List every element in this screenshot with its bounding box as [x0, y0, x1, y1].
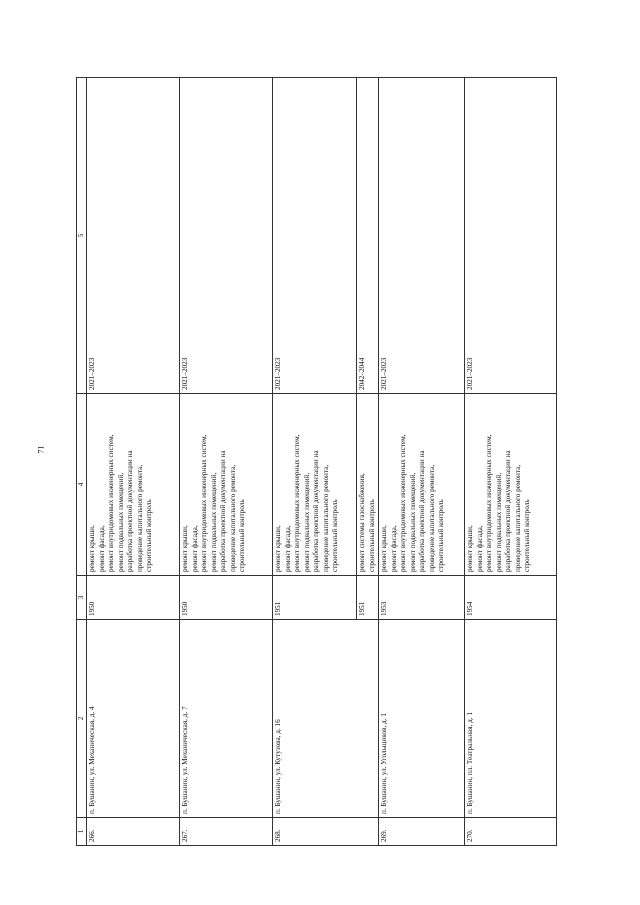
- work-item: ремонт подвальных помещений,: [408, 472, 417, 572]
- work-item: ремонт фасада,: [190, 525, 199, 572]
- work-item: ремонт системы газоснабжения,: [358, 473, 366, 572]
- row-number: 270.: [465, 818, 557, 846]
- work-item: ремонт внутридомовых инженерных систем,: [399, 434, 407, 572]
- row-number: 266.: [87, 818, 180, 846]
- repair-period: 2021–2023: [87, 78, 180, 394]
- column-number-5: 5: [77, 78, 87, 394]
- work-item: ремонт внутридомовых инженерных систем,: [293, 434, 301, 572]
- column-number-4: 4: [77, 394, 87, 576]
- work-item: ремонт подвальных помещений,: [209, 472, 218, 572]
- work-item: ремонт фасада,: [97, 525, 106, 572]
- work-item: ремонт крыши,: [88, 525, 96, 572]
- work-item: проведение капитального ремонта,: [228, 464, 237, 572]
- construction-year: 1950: [87, 576, 180, 620]
- work-item: ремонт внутридомовых инженерных систем,: [107, 434, 115, 572]
- work-item: строительный контроль: [523, 499, 531, 572]
- work-item: строительный контроль: [145, 499, 153, 572]
- work-item: проведение капитального ремонта,: [135, 464, 144, 572]
- works-list: [465, 394, 557, 576]
- works-list: [180, 394, 273, 576]
- works-list: [87, 394, 180, 576]
- work-item: ремонт внутридомовых инженерных систем,: [200, 434, 208, 572]
- work-item: проведение капитального ремонта,: [427, 464, 436, 572]
- construction-year: 1950: [180, 576, 273, 620]
- work-item: строительный контроль: [437, 499, 445, 572]
- work-item: проведение капитального ремонта,: [321, 464, 330, 572]
- address: п. Бушанин, ул. Механическая, д. 7: [180, 620, 273, 818]
- work-item: ремонт внутридомовых инженерных систем,: [485, 434, 493, 572]
- construction-year: 1954: [465, 576, 557, 620]
- construction-year: 1953: [379, 576, 465, 620]
- repair-period: 2021–2023: [180, 78, 273, 394]
- repair-period: 2021–2023: [379, 78, 465, 394]
- address: п. Бушанин, пл. Театральная, д. 1: [465, 620, 557, 818]
- repair-period: 2021–2023: [465, 78, 557, 394]
- work-item: ремонт фасада,: [283, 525, 292, 572]
- work-item: ремонт фасада,: [389, 525, 398, 572]
- work-item: ремонт крыши,: [466, 525, 474, 572]
- work-item: ремонт крыши,: [380, 525, 388, 572]
- repair-schedule-table: [76, 77, 557, 846]
- construction-year: 1951: [357, 576, 379, 620]
- address: п. Бушанин, ул. Механическая, д. 4: [87, 620, 180, 818]
- work-item: ремонт крыши,: [181, 525, 189, 572]
- work-item: ремонт подвальных помещений,: [494, 472, 503, 572]
- work-item: ремонт крыши,: [274, 525, 282, 572]
- table-row: [465, 78, 557, 846]
- table-row: [379, 78, 465, 846]
- work-item: ремонт подвальных помещений,: [116, 472, 125, 572]
- work-item: ремонт подвальных помещений,: [302, 472, 311, 572]
- column-number-2: 2: [77, 620, 87, 818]
- work-item: ремонт фасада,: [475, 525, 484, 572]
- address: п. Бушанин, ул. Угольщиков, д. 1: [379, 620, 465, 818]
- table-row: [87, 78, 180, 846]
- works-list: [273, 394, 357, 576]
- address: п. Бушанин, ул. Кутузова, д. 16: [273, 620, 379, 818]
- column-number-3: 3: [77, 576, 87, 620]
- work-item: разработка проектной документации на: [126, 450, 134, 572]
- work-item: разработка проектной документации на: [504, 450, 512, 572]
- repair-period: 2042–2044: [357, 78, 379, 394]
- work-item: строительный контроль: [238, 499, 246, 572]
- works-list: [357, 394, 379, 576]
- work-item: разработка проектной документации на: [418, 450, 426, 572]
- construction-year: 1951: [273, 576, 357, 620]
- row-number: 268.: [273, 818, 379, 846]
- work-item: проведение капитального ремонта,: [513, 464, 522, 572]
- work-item: строительный контроль: [367, 499, 376, 572]
- column-number-row: [77, 78, 87, 846]
- table-row: [180, 78, 273, 846]
- table-row: [273, 78, 357, 846]
- row-number: 267.: [180, 818, 273, 846]
- work-item: разработка проектной документации на: [219, 450, 227, 572]
- repair-period: 2021–2023: [273, 78, 357, 394]
- column-number-1: 1: [77, 818, 87, 846]
- page-number: 71: [36, 445, 46, 454]
- rotated-table-container: [76, 78, 576, 846]
- row-number: 269.: [379, 818, 465, 846]
- work-item: строительный контроль: [331, 499, 339, 572]
- work-item: разработка проектной документации на: [312, 450, 320, 572]
- works-list: [379, 394, 465, 576]
